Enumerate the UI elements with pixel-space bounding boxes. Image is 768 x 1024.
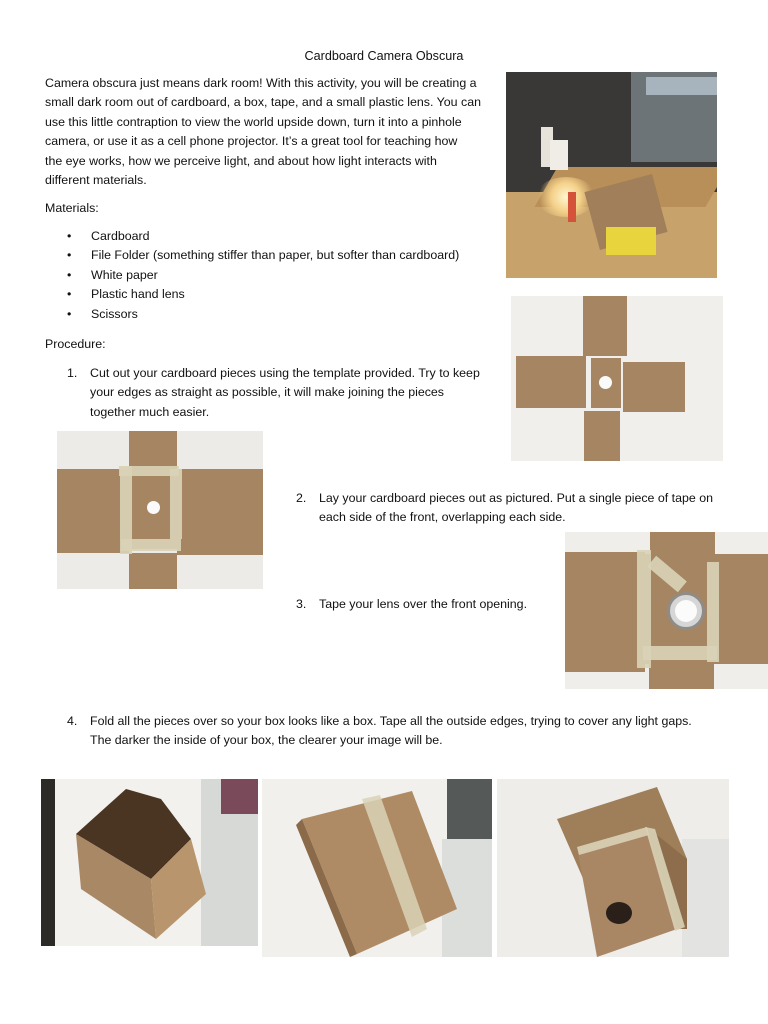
step-line: together much easier. [90,404,210,419]
list-item [67,266,497,285]
step-line: each side of the front, overlapping each side. [319,510,566,525]
bullet: • [67,267,72,282]
step-line: your edges as straight as possible, it will make joining the pieces [90,385,445,400]
folded-box-photo-3 [497,779,729,957]
material-text: Plastic hand lens [91,287,185,302]
cardboard-pieces-photo [511,296,723,461]
intro-paragraph [45,74,500,190]
taped-layout-photo [57,431,263,589]
intro-line: use this little contraption to view the world upside down, turn it into a pinhole [45,114,462,129]
step-number: 1. [67,366,78,380]
camera-obscura-photo [506,72,717,278]
step-number: 4. [67,714,78,728]
bullet: • [67,306,72,321]
intro-line: small dark room out of cardboard, a box, tape, and a small plastic lens. You can [45,95,481,110]
intro-line: camera, or use it as a cell phone projector. It’s a great tool for teaching how [45,134,458,149]
procedure-step-4 [67,712,757,752]
step-line: Fold all the pieces over so your box looks like a box. Tape all the outside edges, trying to cover any light gaps. [90,714,692,728]
step-number: 3. [296,597,307,611]
list-item [67,246,497,265]
step-line: Tape your lens over the front opening. [319,597,528,611]
materials-list [67,227,497,324]
materials-heading: Materials: [45,201,99,215]
intro-line: different materials. [45,173,147,188]
procedure-step-1 [67,364,507,424]
list-item [67,227,497,246]
list-item [67,305,497,324]
box-shape [262,779,492,957]
bullet: • [67,248,72,263]
material-text: Scissors [91,306,138,321]
box-shape [497,779,729,957]
intro-line: Camera obscura just means dark room! With this activity, you will be creating a [45,76,477,90]
procedure-step-2 [296,489,726,529]
step-line: Lay your cardboard pieces out as pictured. Put a single piece of tape on [319,491,713,505]
box-shape [41,779,258,946]
material-text: White paper [91,267,158,282]
bullet: • [67,287,72,302]
step-line: Cut out your cardboard pieces using the template provided. Try to keep [90,366,480,380]
page-title: Cardboard Camera Obscura [304,49,464,63]
procedure-heading: Procedure: [45,337,106,351]
folded-box-photo-2 [262,779,492,957]
lens-taped-photo [565,532,768,689]
material-text: Cardboard [91,229,150,243]
step-number: 2. [296,491,307,505]
material-text: File Folder (something stiffer than paper, but softer than cardboard) [91,248,460,263]
list-item [67,285,497,304]
procedure-step-3 [296,595,556,615]
bullet: • [67,229,72,243]
intro-line: the eye works, how we perceive light, and about how light interacts with [45,153,437,168]
step-line: The darker the inside of your box, the clearer your image will be. [90,733,443,748]
folded-box-photo-1 [41,779,258,946]
